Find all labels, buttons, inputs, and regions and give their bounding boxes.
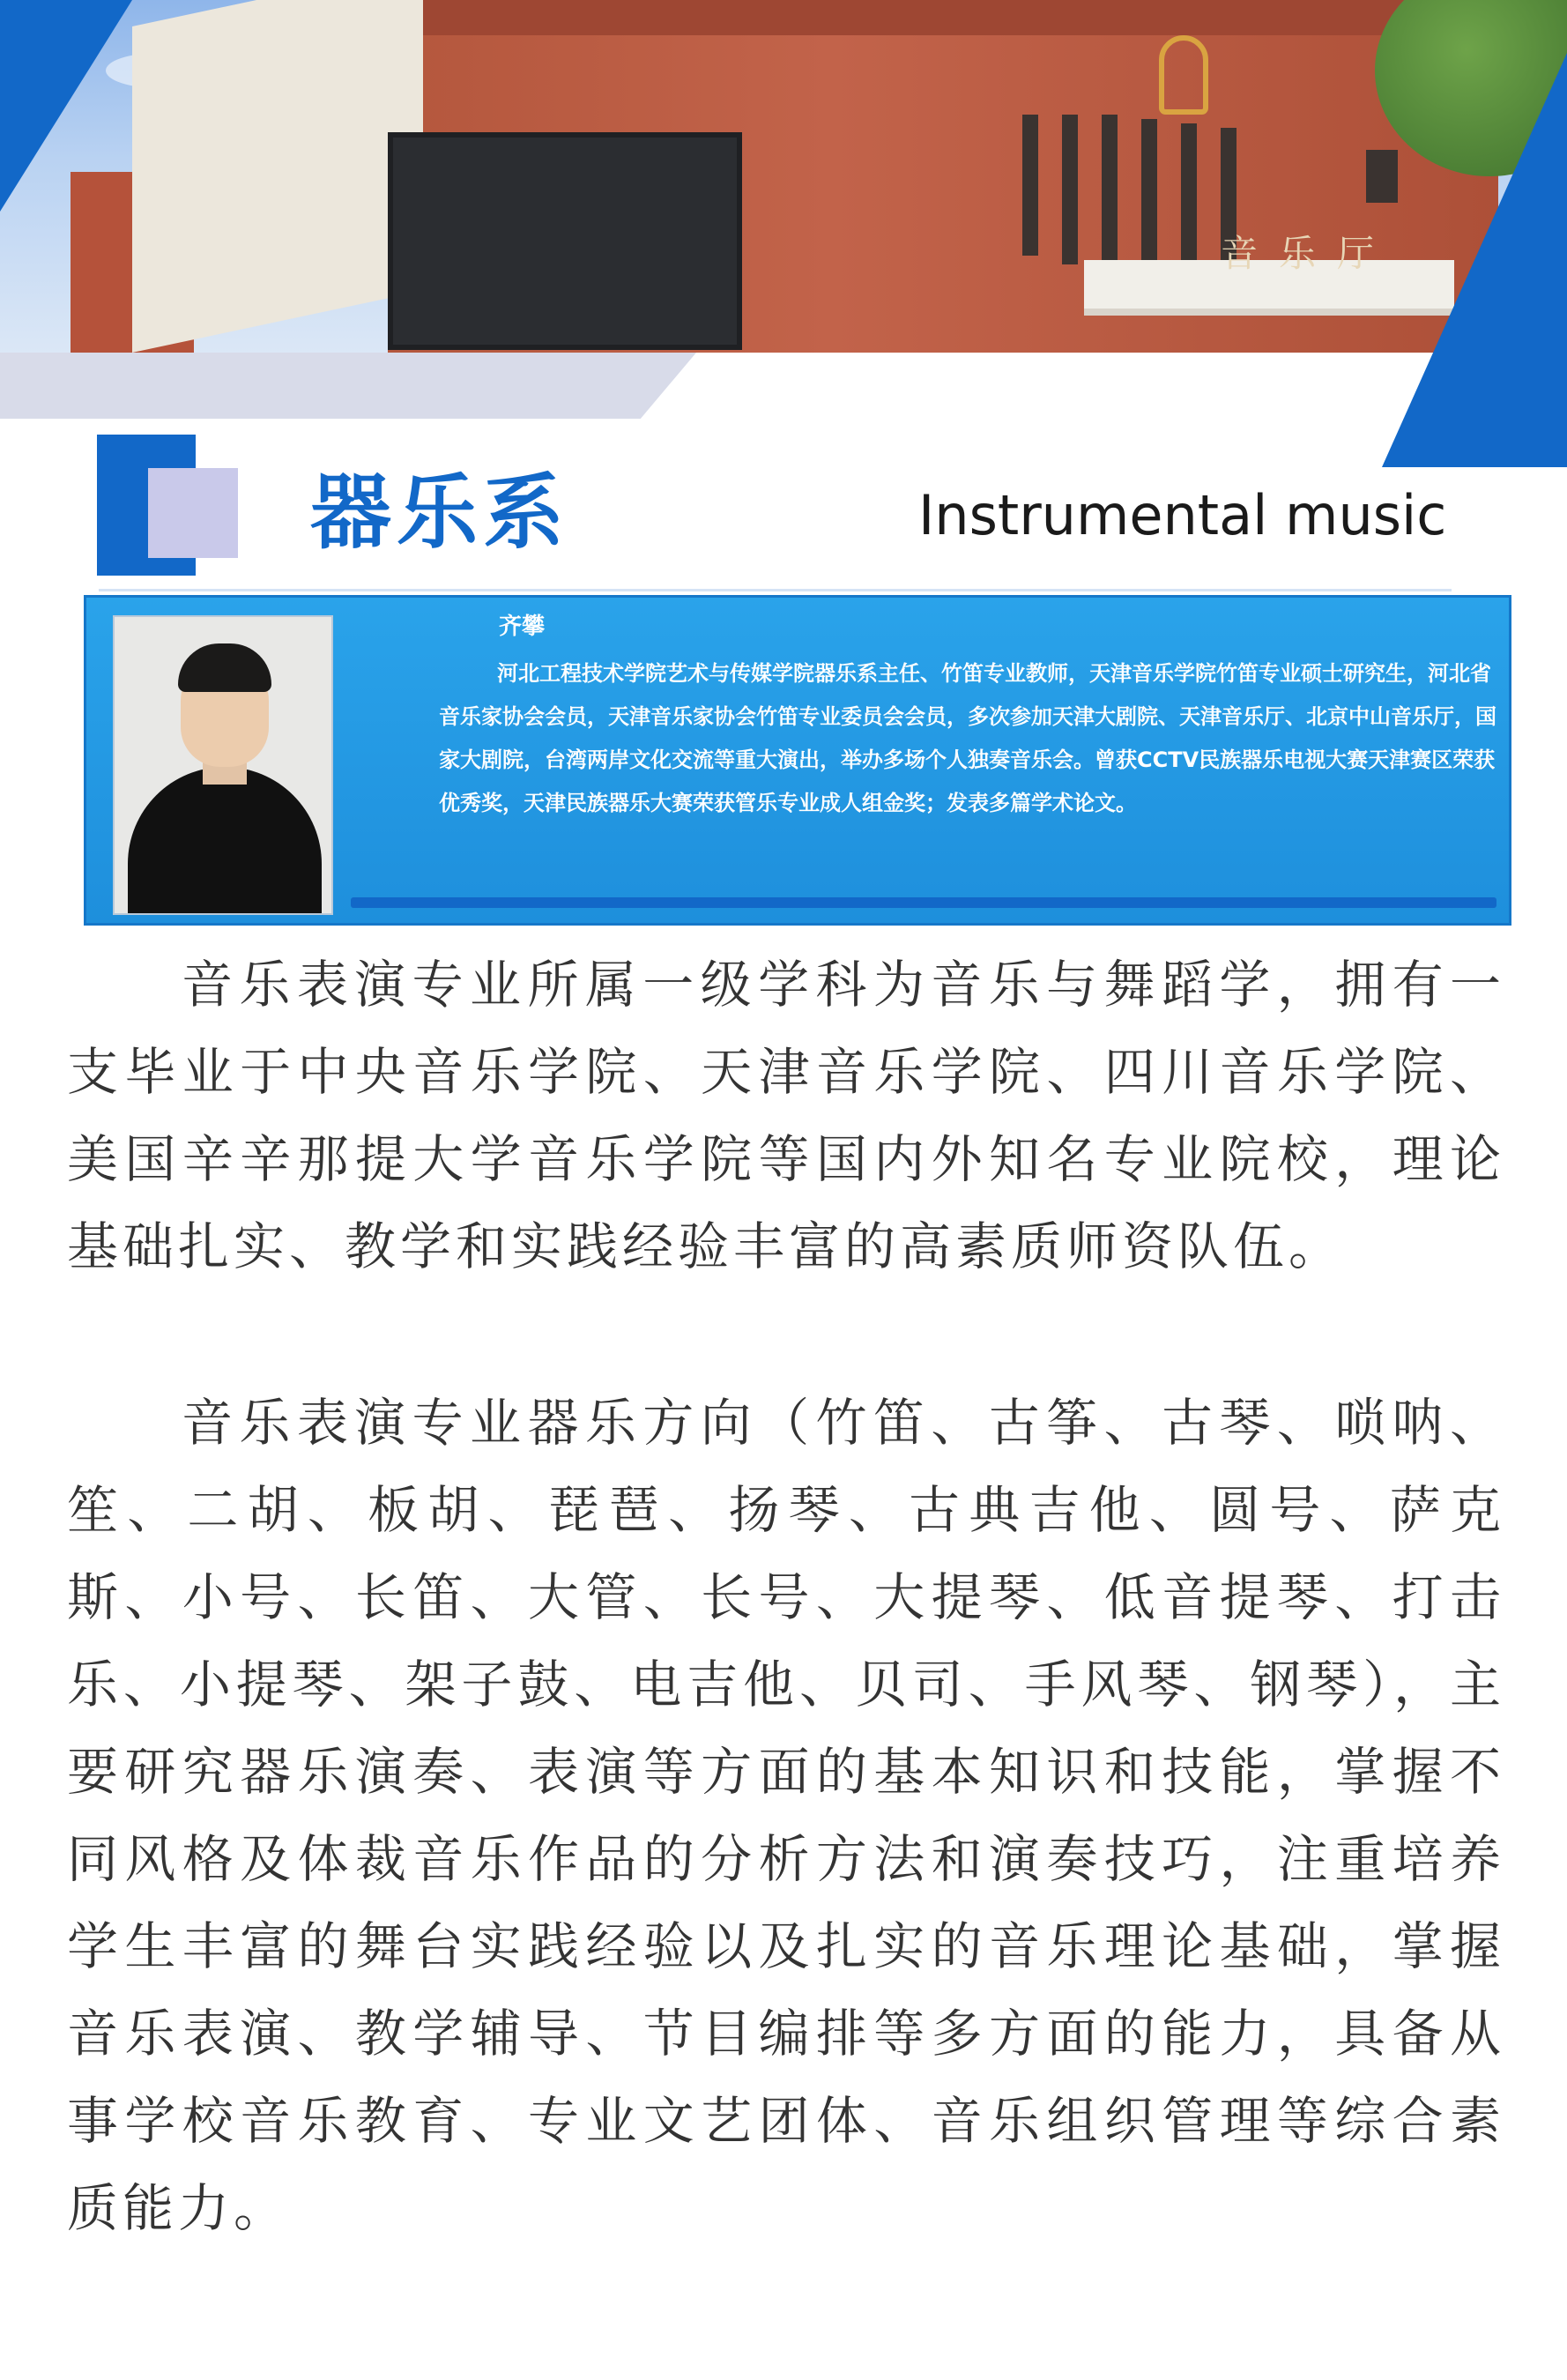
decor-gray-strip bbox=[0, 353, 696, 419]
teacher-card bbox=[84, 595, 1511, 926]
building-sign: 音乐厅 bbox=[1221, 232, 1396, 275]
lyre-icon bbox=[1159, 35, 1208, 115]
title-divider bbox=[99, 589, 1452, 591]
title-square-icon bbox=[97, 435, 238, 576]
body-paragraph-2: 音乐表演专业器乐方向（竹笛、古筝、古琴、唢呐、笙、二胡、板胡、琵琶、扬琴、古典吉他、圆号、萨克斯、小号、长笛、大管、长号、大提琴、低音提琴、打击乐、小提琴、架子鼓、电吉他、贝司、手风琴、钢琴），主要研究器乐演奏、表演等方面的基本知识和技能，掌握不同风格及体裁音乐作品的分析方法和演奏技巧，注重培养学生丰富的舞台实践经验以及扎实的音乐理论基础，掌握音乐表演、教学辅导、节目编排等多方面的能力，具备从事学校音乐教育、专业文艺团体、音乐组织管理等综合素质能力。 bbox=[67, 1393, 1505, 2238]
teacher-portrait bbox=[113, 615, 333, 915]
header-photo bbox=[0, 0, 1567, 353]
page-title: 器乐系 bbox=[310, 465, 570, 560]
teacher-name: 齐攀 bbox=[499, 614, 546, 640]
decor-triangle-right bbox=[1382, 53, 1567, 467]
led-screen bbox=[388, 132, 742, 350]
card-bottom-bar bbox=[351, 897, 1496, 908]
decor-triangle-top-left bbox=[0, 0, 132, 212]
page-subtitle: Instrumental music bbox=[918, 483, 1447, 547]
body-paragraph-1: 音乐表演专业所属一级学科为音乐与舞蹈学，拥有一支毕业于中央音乐学院、天津音乐学院、四川音乐学院、美国辛辛那提大学音乐学院等国内外知名专业院校，理论基础扎实、教学和实践经验丰富的高素质师资队伍。 bbox=[67, 955, 1505, 1276]
building-white-facade bbox=[132, 0, 423, 353]
teacher-bio: 河北工程技术学院艺术与传媒学院器乐系主任、竹笛专业教师，天津音乐学院竹笛专业硕士研究生，河北省音乐家协会会员，天津音乐家协会竹笛专业委员会会员，多次参加天津大剧院、天津音乐厅、北京中山音乐厅，国家大剧院，台湾两岸文化交流等重大演出，举办多场个人独奏音乐会。曾获CCTV民族器乐电视大赛天津赛区荣获优秀奖，天津民族器乐大赛荣获管乐专业成人组金奖；发表多篇学术论文。 bbox=[439, 661, 1496, 815]
